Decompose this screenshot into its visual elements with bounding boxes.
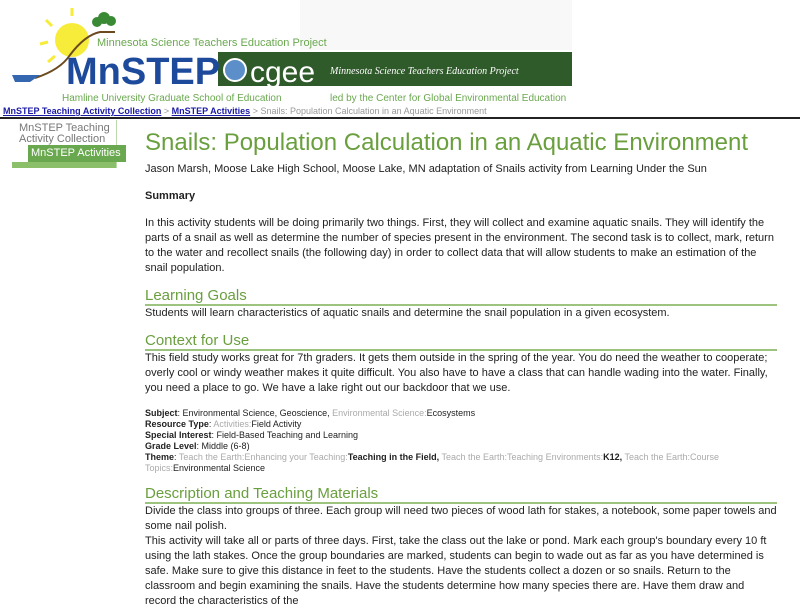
breadcrumb: MnSTEP Teaching Activity Collection > MnSTEP Activities > Snails: Population Calculation in an Aquatic Environment: [3, 106, 487, 116]
author-line: Jason Marsh, Moose Lake High School, Moose Lake, MN adaptation of Snails activity from Learning Under the Sun: [145, 163, 707, 175]
school-name: Hamline University Graduate School of Education: [62, 93, 282, 104]
site-banner: [0, 0, 800, 106]
banner-backdrop: [300, 0, 572, 50]
breadcrumb-collection-link[interactable]: MnSTEP Teaching Activity Collection: [3, 106, 162, 116]
summary-heading: Summary: [145, 190, 196, 202]
description-text-2: This activity will take all or parts of three days. First, take the class out the lake or pond. Mark each group's boundary every 10 ft using the lath stakes. Once the group boundaries are marked, students can begin to wade out as far as you have determined is safe. Make sure to give this distance in feet to the students. Have the students collect a dozen or so snails. Return to the classroom and begin examining the snails. Have the students determine how many species there are. Have them draw and record the characteristics of the: [145, 535, 767, 607]
meta-resource: Resource Type: Activities:Field Activity: [145, 419, 302, 429]
meta-interest: Special Interest: Field-Based Teaching and Learning: [145, 430, 358, 440]
trees-icon: [92, 12, 116, 27]
cgee-banner-text: Minnesota Science Teachers Education Project: [330, 66, 519, 77]
page-title: Snails: Population Calculation in an Aquatic Environment: [145, 129, 749, 156]
breadcrumb-activities-link[interactable]: MnSTEP Activities: [171, 106, 251, 116]
meta-theme: Theme: Teach the Earth:Enhancing your Teaching:Teaching in the Field, Teach the Earth:Teaching Environments:K12, Teach the Earth:Course Topics:Environmental Science: [145, 452, 720, 473]
sidebar-item-collection[interactable]: MnSTEP Teaching Activity Collection: [19, 122, 110, 145]
context-text: This field study works great for 7th graders. It gets them outside in the spring of the year. You do need the weather to cooperate; overly cool or windy weather makes it quite difficult. You also have to have a class that can handle wading into the water. Finally, you need a place to go. We have a lake right out our backdoor that we use.: [145, 352, 768, 394]
meta-subject: Subject: Environmental Science, Geoscience, Environmental Science:Ecosystems: [145, 408, 476, 418]
banner-tagline: Minnesota Science Teachers Education Project: [97, 37, 327, 49]
cgee-logo-text: cgee: [250, 56, 316, 89]
header-divider: [0, 117, 800, 119]
context-heading: Context for Use: [145, 332, 777, 351]
globe-icon: [224, 59, 246, 81]
mnstep-logo-text: MnSTEP: [66, 51, 221, 93]
main-content: [145, 129, 777, 609]
breadcrumb-current: Snails: Population Calculation in an Aquatic Environment: [260, 106, 487, 116]
metadata: [145, 408, 777, 474]
learning-goals-text: Students will learn characteristics of aquatic snails and determine the snail population in a given ecosystem.: [145, 307, 670, 319]
learning-goals-heading: Learning Goals: [145, 287, 777, 306]
description-heading: Description and Teaching Materials: [145, 485, 777, 504]
description-text-1: Divide the class into groups of three. Each group will need two pieces of wood lath for stakes, a notebook, some paper towels and some nail polish.: [145, 505, 777, 532]
led-by-text: led by the Center for Global Environmental Education: [330, 93, 567, 104]
banner-graphic: [0, 0, 800, 106]
meta-grade: Grade Level: Middle (6-8): [145, 441, 250, 451]
sidebar: [12, 120, 121, 168]
sidebar-strip: [12, 162, 116, 168]
sidebar-item-activities[interactable]: MnSTEP Activities: [28, 145, 126, 162]
summary-text: In this activity students will be doing primarily two things. First, they will collect and examine aquatic snails. They will identify the parts of a snail as well as determine the number of species present in the environment. The second task is to collect, mark, return to the water and recollect snails (the following day) in order to collect data that will allow students to make an estimation of the snail population.: [145, 217, 774, 274]
